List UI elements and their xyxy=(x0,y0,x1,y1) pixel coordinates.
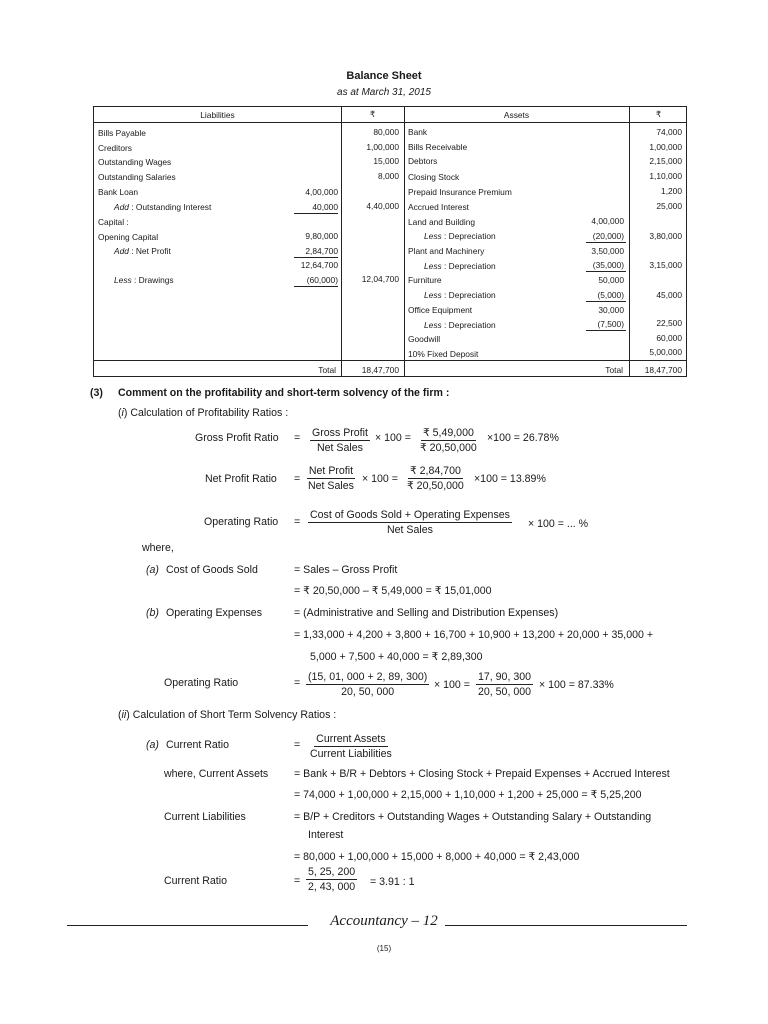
outstanding-wages: Outstanding Wages xyxy=(98,157,172,167)
bank-loan: Bank Loan xyxy=(98,187,139,197)
add-outstanding-interest: Add : Outstanding Interest xyxy=(114,202,212,212)
balance-sheet-title: Balance Sheet xyxy=(346,70,422,82)
op2-mid: × 100 = xyxy=(434,679,470,691)
op2-label: Operating Ratio xyxy=(164,677,239,689)
asset-goodwill-amount: 60,000 xyxy=(656,333,682,343)
asset-bank: Bank xyxy=(408,127,428,137)
liabilities-total: 18,47,700 xyxy=(361,365,399,375)
header-rupee-liabilities: ₹ xyxy=(369,109,376,119)
cr2-label: Current Ratio xyxy=(164,875,227,887)
gp-formula-fraction: Gross Profit Net Sales xyxy=(312,427,368,454)
outstanding-salaries-amount: 8,000 xyxy=(378,171,399,181)
asset-closing-stock-amount: 1,10,000 xyxy=(649,171,682,181)
np-times: × 100 = xyxy=(362,473,398,485)
outstanding-salaries: Outstanding Salaries xyxy=(98,172,176,182)
bank-loan-total: 4,40,000 xyxy=(366,201,399,211)
cogs-line-2: = ₹ 20,50,000 – ₹ 5,49,000 = ₹ 15,01,000 xyxy=(294,585,492,597)
header-assets: Assets xyxy=(503,110,530,120)
op2-formula-fraction: $\frac{(15, 01, 000 + 2, 89, 300)}{20, 50, 000}$ xyxy=(308,671,428,698)
cr-tag: (a) xyxy=(146,739,159,751)
np-values-fraction: $\frac{₹ 2,84,700}{₹ 20,50,000}$ xyxy=(407,465,464,492)
asset-furniture: Furniture xyxy=(408,275,442,285)
op-result: × 100 = ... % xyxy=(528,518,589,530)
current-assets-label: where, Current Assets xyxy=(164,768,269,780)
less-drawings: Less : Drawings xyxy=(114,275,174,285)
add-net-profit: Add : Net Profit xyxy=(114,246,171,256)
asset-furniture-less: Less : Depreciation xyxy=(424,290,496,300)
sub-i-heading: (i) Calculation of Profitability Ratios : xyxy=(118,407,289,419)
current-liabilities-label: Current Liabilities xyxy=(164,811,246,823)
capital-subtotal: 12,64,700 xyxy=(300,260,338,270)
asset-plant-dep: (35,000) xyxy=(592,260,624,270)
asset-accrued-amount: 25,000 xyxy=(656,201,682,211)
asset-bills-receivable: Bills Receivable xyxy=(408,142,468,152)
asset-plant-total: 3,15,000 xyxy=(649,260,682,270)
op-ratio-label: Operating Ratio xyxy=(204,516,279,528)
section-3-number: (3) xyxy=(90,387,103,399)
asset-debtors: Debtors xyxy=(408,156,438,166)
header-rupee-assets: ₹ xyxy=(655,109,662,119)
asset-land: Land and Building xyxy=(408,217,476,227)
gp-ratio-label: Gross Profit Ratio xyxy=(195,432,279,444)
section-3-heading: Comment on the profitability and short-term solvency of the firm : xyxy=(118,387,450,399)
opening-capital: Opening Capital xyxy=(98,232,159,242)
net-profit-inner: 2,84,700 xyxy=(305,246,338,256)
b-tag: (b) xyxy=(146,607,159,619)
assets-total: 18,47,700 xyxy=(644,365,682,375)
asset-bills-receivable-amount: 1,00,000 xyxy=(649,142,682,152)
liabilities-total-label: Total xyxy=(318,365,336,375)
asset-office-inner: 30,000 xyxy=(598,305,624,315)
gp-times: × 100 = xyxy=(375,432,411,444)
asset-plant: Plant and Machinery xyxy=(408,246,485,256)
sub-ii-heading: (ii) Calculation of Short Term Solvency Ratios : xyxy=(118,709,337,721)
cr2-eq: = xyxy=(294,875,301,887)
op2-eq: = xyxy=(294,677,301,689)
opex-line-2: = 1,33,000 + 4,200 + 3,800 + 16,700 + 10,900 + 13,200 + 20,000 + 35,000 + xyxy=(294,629,654,641)
cr-label: Current Ratio xyxy=(166,739,229,751)
where-label: where, xyxy=(142,542,174,554)
balance-sheet-date: as at March 31, 2015 xyxy=(337,87,431,98)
asset-accrued: Accrued Interest xyxy=(408,202,469,212)
gp-values-fraction: $\frac{₹ 5,49,000}{₹ 20,50,000}$ xyxy=(420,427,477,454)
footer-title: Accountancy – 12 xyxy=(330,913,438,929)
cogs-label: Cost of Goods Sold xyxy=(166,564,258,576)
asset-furniture-total: 45,000 xyxy=(656,290,682,300)
np-ratio-label: Net Profit Ratio xyxy=(205,473,277,485)
opex-line-3: 5,000 + 7,500 + 40,000 = ₹ 2,89,300 xyxy=(310,651,483,663)
op-eq: = xyxy=(294,516,301,528)
asset-land-dep: (20,000) xyxy=(592,231,624,241)
bills-payable: Bills Payable xyxy=(98,128,146,138)
cr-eq: = xyxy=(294,739,301,751)
cr2-values-fraction: $\frac{5, 25, 200}{2, 43, 000}$ xyxy=(308,866,356,893)
asset-debtors-amount: 2,15,000 xyxy=(649,156,682,166)
outstanding-wages-amount: 15,000 xyxy=(373,156,399,166)
asset-closing-stock: Closing Stock xyxy=(408,172,460,182)
op-formula-fraction: Cost of Goods Sold + Operating Expenses Net Sales xyxy=(310,509,510,536)
asset-land-less: Less : Depreciation xyxy=(424,231,496,241)
a-tag: (a) xyxy=(146,564,159,576)
np-eq: = xyxy=(294,473,301,485)
gp-result: ×100 = 26.78% xyxy=(487,432,559,444)
asset-land-inner: 4,00,000 xyxy=(591,216,624,226)
current-liabilities-line-1b: Interest xyxy=(308,829,344,841)
current-liabilities-line-1: = B/P + Creditors + Outstanding Wages + Outstanding Salary + Outstanding xyxy=(294,811,652,823)
asset-furniture-inner: 50,000 xyxy=(598,275,624,285)
bills-payable-amount: 80,000 xyxy=(373,127,399,137)
asset-prepaid-amount: 1,200 xyxy=(661,186,682,196)
np-formula-fraction: Net Profit Net Sales xyxy=(308,465,354,492)
interest-inner: 40,000 xyxy=(312,202,338,212)
asset-furniture-dep: (5,000) xyxy=(597,290,624,300)
op2-values-fraction: $\frac{17, 90, 300}{20, 50, 000}$ xyxy=(478,671,532,698)
current-assets-line-2: = 74,000 + 1,00,000 + 2,15,000 + 1,10,000 + 1,200 + 25,000 = ₹ 5,25,200 xyxy=(294,789,642,801)
page-number: (15) xyxy=(376,944,392,953)
asset-land-total: 3,80,000 xyxy=(649,231,682,241)
asset-plant-inner: 3,50,000 xyxy=(591,246,624,256)
asset-office-less: Less : Depreciation xyxy=(424,320,496,330)
header-liabilities: Liabilities xyxy=(200,110,235,120)
cr-formula-fraction: Current Assets Current Liabilities xyxy=(310,733,392,760)
asset-prepaid: Prepaid Insurance Premium xyxy=(408,187,512,197)
asset-office: Office Equipment xyxy=(408,305,473,315)
asset-goodwill: Goodwill xyxy=(408,334,441,344)
creditors: Creditors xyxy=(98,143,132,153)
op2-result: × 100 = 87.33% xyxy=(539,679,614,691)
bank-loan-inner: 4,00,000 xyxy=(305,187,338,197)
opening-capital-inner: 9,80,000 xyxy=(305,231,338,241)
capital-total: 12,04,700 xyxy=(361,274,399,284)
assets-total-label: Total xyxy=(605,365,623,375)
opex-label: Operating Expenses xyxy=(166,607,262,619)
balance-sheet-table xyxy=(93,106,687,377)
asset-fixed-deposit: 10% Fixed Deposit xyxy=(408,349,479,359)
np-result: ×100 = 13.89% xyxy=(474,473,546,485)
drawings-inner: (60,000) xyxy=(306,275,338,285)
opex-line-1: = (Administrative and Selling and Distribution Expenses) xyxy=(294,607,559,619)
capital-heading: Capital : xyxy=(98,217,129,227)
creditors-amount: 1,00,000 xyxy=(366,142,399,152)
asset-fixed-deposit-amount: 5,00,000 xyxy=(649,347,682,357)
asset-office-dep: (7,500) xyxy=(597,319,624,329)
gp-eq: = xyxy=(294,432,301,444)
cr2-result: = 3.91 : 1 xyxy=(370,876,415,888)
asset-office-total: 22,500 xyxy=(656,318,682,328)
asset-plant-less: Less : Depreciation xyxy=(424,261,496,271)
cogs-line-1: = Sales – Gross Profit xyxy=(294,564,398,576)
asset-bank-amount: 74,000 xyxy=(656,127,682,137)
current-liabilities-line-2: = 80,000 + 1,00,000 + 15,000 + 8,000 + 40,000 = ₹ 2,43,000 xyxy=(294,851,580,863)
current-assets-line-1: = Bank + B/R + Debtors + Closing Stock + Prepaid Expenses + Accrued Interest xyxy=(294,768,670,780)
